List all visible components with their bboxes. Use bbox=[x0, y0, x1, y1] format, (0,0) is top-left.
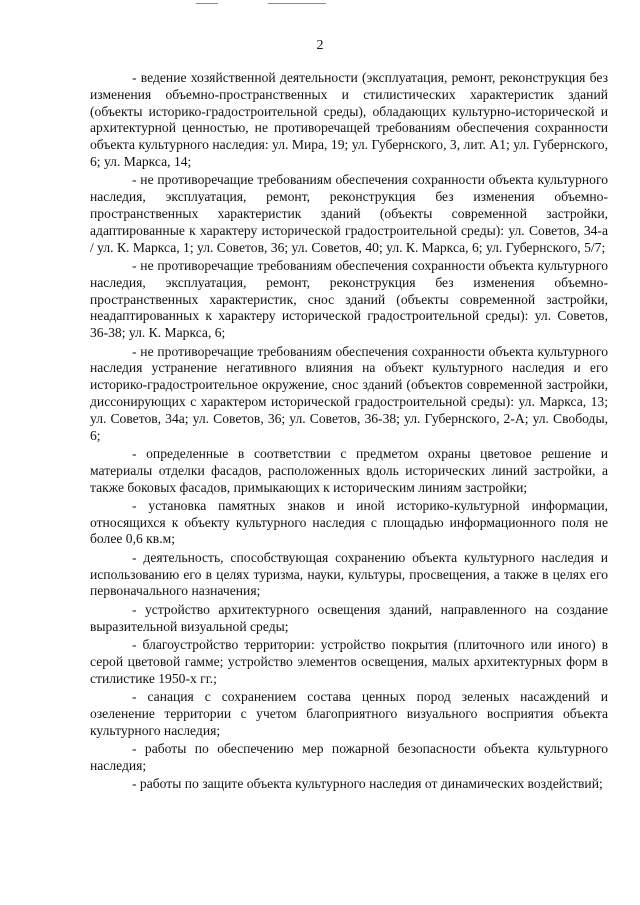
page-number: 2 bbox=[316, 38, 324, 53]
paragraph-nonadapted-buildings: - не противоречащие требованиям обеспечения сохранности объекта культурного наследия, эксплуатация, ремонт, реконструкция без изменения объемно-пространственных характеристик, снос зданий (объекты современной застройки, неадаптированных к характеру исторической градостроительной среды): ул. Советов, 36-38; ул. К. Маркса, 6; bbox=[90, 257, 608, 341]
paragraph-dissonant-buildings: - не противоречащие требованиям обеспечения сохранности объекта культурного наследия устранение негативного влияния на объект культурного наследия и его историко-градостроительное окружение, снос зданий (объектов современной застройки, диссонирующих с характером исторической градостроительной среды): ул. Маркса, 13; ул. Советов, 34а; ул. Советов, 36; ул. Советов, 36-38; ул. Губернского, 2-А; ул. Свободы, 6; bbox=[90, 343, 608, 443]
document-body bbox=[90, 70, 608, 795]
paragraph-preservation-activity: - деятельность, способствующая сохранению объекта культурного наследия и использованию его в целях туризма, науки, культуры, просвещения, а также в целях его первоначального назначения; bbox=[90, 549, 608, 599]
paragraph-greenery: - санация с сохранением состава ценных пород зеленых насаждений и озеленение территории с учетом благоприятного визуального восприятия объекта культурного наследия; bbox=[90, 689, 608, 738]
paragraph-household-activity: - ведение хозяйственной деятельности (эксплуатация, ремонт, реконструкция без изменения объемно-пространственных и стилистических характеристик зданий (объекты историко-градостроительной среды), обладающих культурно-исторической и архитектурной ценностью, не противоречащей требованиям обеспечения сохранности объекта культурного наследия: ул. Мира, 19; ул. Губернского, 3, лит. А1; ул. Губернского, 6; ул. Маркса, 14; bbox=[90, 70, 608, 169]
paragraph-dynamic-protection: - работы по защите объекта культурного наследия от динамических воздействий; bbox=[132, 776, 603, 792]
paragraph-facade-colors: - определенные в соответствии с предметом охраны цветовое решение и материалы отделки фасадов, расположенных вдоль исторических линий застройки, а также боковых фасадов, примыкающих к историческим линиям застройки; bbox=[90, 445, 608, 495]
paragraph-memorial-signs: - установка памятных знаков и иной историко-культурной информации, относящихся к объекту культурного наследия с площадью информационного поля не более 0,6 кв.м; bbox=[90, 497, 608, 547]
paragraph-architectural-lighting: - устройство архитектурного освещения зданий, направленного на создание выразительной визуальной среды; bbox=[90, 601, 608, 634]
paragraph-adapted-buildings: - не противоречащие требованиям обеспечения сохранности объекта культурного наследия, эксплуатация, ремонт, реконструкция без изменения объемно-пространственных характеристик зданий (объекты современной застройки, адаптированные к характеру исторической градостроительной среды): ул. Советов, 34-а / ул. К. Маркса, 1; ул. Советов, 36; ул. Советов, 40; ул. К. Маркса, 6; ул. Губернского, 5/7; bbox=[90, 172, 608, 255]
scan-artifact-line bbox=[268, 3, 326, 4]
paragraph-fire-safety: - работы по обеспечению мер пожарной безопасности объекта культурного наследия; bbox=[90, 741, 608, 773]
scan-artifact-line bbox=[196, 3, 218, 4]
paragraph-landscaping: - благоустройство территории: устройство покрытия (плиточного или иного) в серой цветовой гамме; устройство элементов освещения, малых архитектурных форм в стилистике 1950-х гг.; bbox=[90, 637, 608, 686]
